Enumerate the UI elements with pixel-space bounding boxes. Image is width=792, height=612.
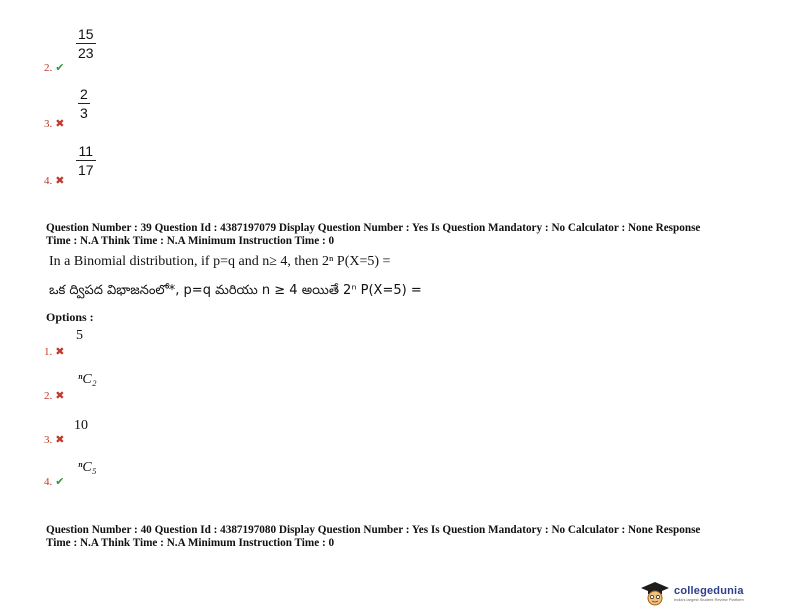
numerator: 15 xyxy=(78,26,94,42)
question-39-text-english: In a Binomial distribution, if p=q and n≥ 4, then 2ⁿ P(X=5) = xyxy=(49,254,391,269)
question-39-header xyxy=(46,222,756,248)
numerator: 11 xyxy=(78,143,94,159)
header-line-1: Question Number : 40 Question Id : 4387197080 Display Question Number : Yes Is Question Mandatory : No Calculator : None Response xyxy=(46,524,701,536)
cross-icon: ✖ xyxy=(55,434,65,446)
prev-option-2 xyxy=(44,26,164,72)
options-label: Options : xyxy=(46,310,94,324)
option-value: ⁿC₅ xyxy=(78,460,97,475)
prev-option-3 xyxy=(44,86,164,132)
graduate-cap-icon xyxy=(640,580,670,606)
brand-tagline: India's largest Student Review Platform xyxy=(674,596,744,602)
header-line-2: Time : N.A Think Time : N.A Minimum Instruction Time : 0 xyxy=(46,537,335,549)
option-number: 2. xyxy=(44,62,53,74)
option-number: 3. xyxy=(44,434,53,446)
cross-icon: ✖ xyxy=(55,175,65,187)
check-icon: ✔ xyxy=(55,62,65,74)
prev-option-4 xyxy=(44,143,164,189)
option-value: 5 xyxy=(76,328,83,343)
cross-icon: ✖ xyxy=(55,118,65,130)
header-line-2: Time : N.A Think Time : N.A Minimum Instruction Time : 0 xyxy=(46,235,335,247)
q39-option-1 xyxy=(44,328,164,358)
brand-name: collegedunia xyxy=(674,584,744,597)
fraction-bar xyxy=(76,160,96,161)
denominator: 17 xyxy=(78,162,94,178)
fraction-bar xyxy=(76,43,96,44)
option-value: ⁿC₂ xyxy=(78,372,97,387)
option-number: 4. xyxy=(44,175,53,187)
denominator: 23 xyxy=(78,45,94,61)
fraction-bar xyxy=(78,103,90,104)
fraction xyxy=(76,26,96,61)
fraction xyxy=(78,86,90,121)
denominator: 3 xyxy=(80,105,88,121)
q39-option-3 xyxy=(44,418,164,448)
check-icon: ✔ xyxy=(55,476,65,488)
question-40-header xyxy=(46,524,756,550)
question-39-text-telugu: ఒక ద్విపద విభాజనంలో*, p=q మరియు n ≥ 4 అయితే 2ⁿ P(X=5) = xyxy=(49,283,422,298)
option-number: 1. xyxy=(44,346,53,358)
option-number: 2. xyxy=(44,390,53,402)
collegedunia-logo xyxy=(640,580,744,606)
cross-icon: ✖ xyxy=(55,390,65,402)
option-number: 4. xyxy=(44,476,53,488)
option-number: 3. xyxy=(44,118,53,130)
numerator: 2 xyxy=(80,86,88,102)
q39-option-4 xyxy=(44,460,164,490)
cross-icon: ✖ xyxy=(55,346,65,358)
q39-option-2 xyxy=(44,372,164,402)
header-line-1: Question Number : 39 Question Id : 4387197079 Display Question Number : Yes Is Question Mandatory : No Calculator : None Response xyxy=(46,222,701,234)
option-value: 10 xyxy=(74,418,88,433)
fraction xyxy=(76,143,96,178)
